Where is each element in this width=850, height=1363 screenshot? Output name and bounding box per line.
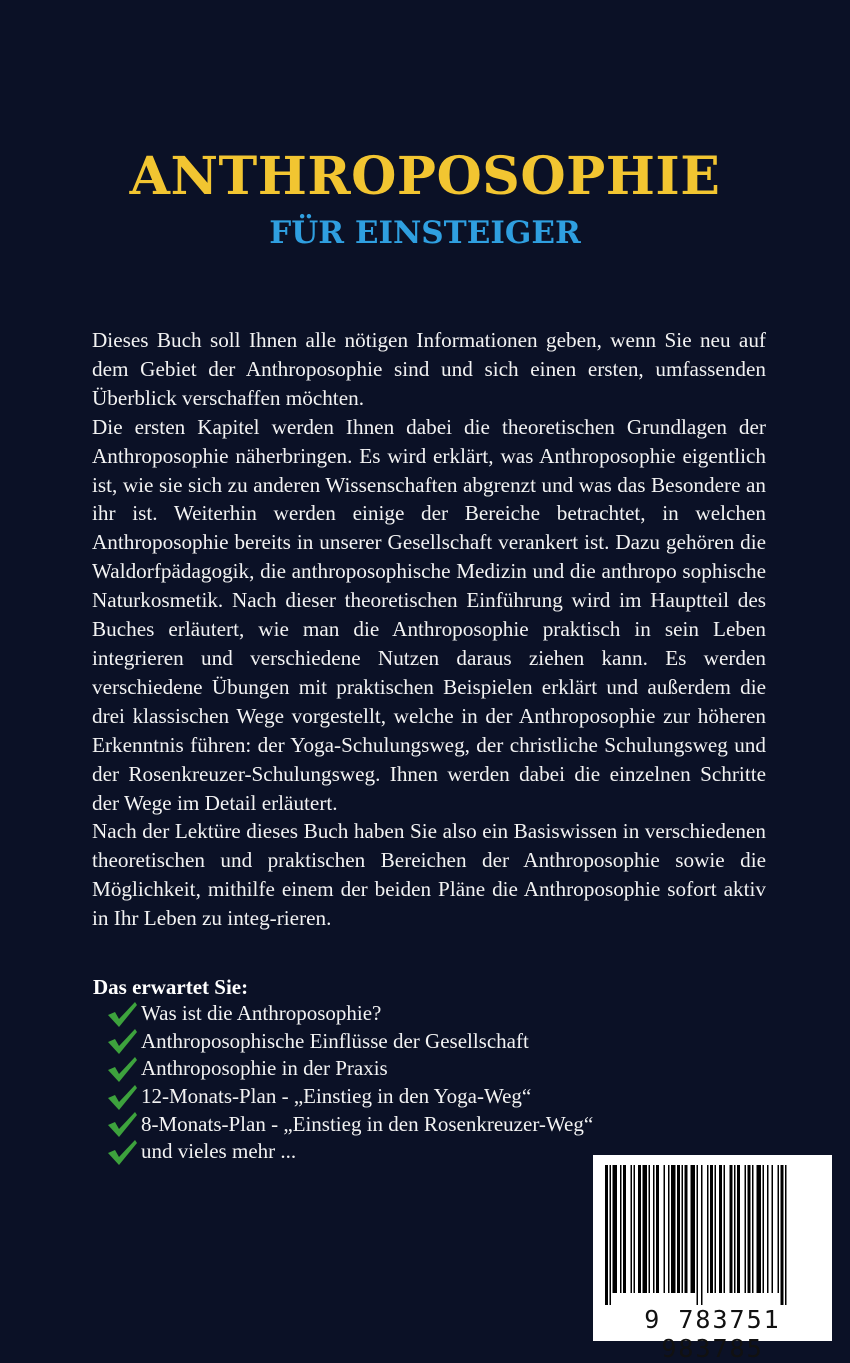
barcode-bar: [707, 1165, 709, 1293]
expectations-list: [106, 1000, 593, 1166]
check-icon: [106, 1055, 138, 1083]
list-item-label: und vieles mehr ...: [141, 1139, 297, 1164]
barcode-bar: [691, 1165, 696, 1293]
barcode-bar: [682, 1165, 684, 1293]
barcode-bar: [638, 1165, 641, 1293]
barcode-bar: [643, 1165, 648, 1293]
blurb-paragraph-3: Nach der Lektüre dieses Buch haben Sie also ein Basiswissen in verschiedenen theoretischen und praktischen Bereichen der Anthroposophie sowie die Möglichkeit, mithilfe einem der beiden Pläne die Anthroposophie sofort aktiv in Ihr Leben zu integ-rieren.: [92, 819, 766, 931]
barcode-bar: [737, 1165, 740, 1293]
barcode-bar: [620, 1165, 622, 1293]
barcode-bar: [767, 1165, 769, 1293]
barcode-bar: [745, 1165, 747, 1293]
list-item-label: Anthroposophie in der Praxis: [141, 1056, 388, 1081]
barcode-bar: [610, 1165, 612, 1305]
barcode-bar: [656, 1165, 659, 1293]
list-item: [106, 1055, 593, 1083]
barcode-bar: [752, 1165, 754, 1293]
barcode-bar: [653, 1165, 655, 1293]
barcode-bar: [671, 1165, 676, 1293]
barcode-bar: [748, 1165, 751, 1293]
barcode-bar: [763, 1165, 765, 1293]
barcode-bar: [778, 1165, 780, 1293]
barcode-bar: [613, 1165, 618, 1293]
barcode-bar: [623, 1165, 626, 1293]
check-icon: [106, 1110, 138, 1138]
list-item-label: 8-Monats-Plan - „Einstieg in den Rosenkreuzer-Weg“: [141, 1111, 594, 1136]
barcode-bar: [649, 1165, 651, 1293]
list-item-label: Anthroposophische Einflüsse der Gesellschaft: [141, 1028, 529, 1053]
list-item: [106, 1000, 593, 1028]
barcode-bar: [664, 1165, 666, 1293]
barcode-bar: [785, 1165, 787, 1305]
list-item-label: Was ist die Anthroposophie?: [141, 1001, 382, 1026]
blurb-paragraph-1: Dieses Buch soll Ihnen alle nötigen Informationen geben, wenn Sie neu auf dem Gebiet der Anthroposophie sind und sich einen ersten, umfassenden Überblick verschaffen möchten.: [92, 328, 766, 410]
barcode-bar: [631, 1165, 633, 1293]
barcode: [593, 1155, 832, 1363]
barcode-bar: [724, 1165, 726, 1293]
barcode-bar: [730, 1165, 733, 1293]
barcode-bar: [634, 1165, 636, 1293]
cover-title: ANTHROPOSOPHIE: [129, 146, 721, 207]
list-item: [106, 1028, 593, 1056]
isbn-number: 9 783751 983785: [644, 1305, 781, 1363]
barcode-bars: [605, 1165, 820, 1305]
barcode-bar: [605, 1165, 608, 1305]
check-icon: [106, 1138, 138, 1166]
barcode-bar: [697, 1165, 699, 1305]
list-item: [106, 1138, 593, 1166]
barcode-bar: [719, 1165, 722, 1293]
blurb-text: [92, 326, 766, 933]
check-icon: [106, 1083, 138, 1111]
list-item: [106, 1083, 593, 1111]
barcode-bar: [685, 1165, 688, 1293]
barcode-bar: [701, 1165, 703, 1305]
barcode-bar: [710, 1165, 713, 1293]
expectations-heading: Das erwartet Sie:: [93, 975, 249, 999]
barcode-bar: [734, 1165, 736, 1293]
check-icon: [106, 1027, 138, 1055]
barcode-bar: [668, 1165, 670, 1293]
barcode-bar: [757, 1165, 762, 1293]
list-item-label: 12-Monats-Plan - „Einstieg in den Yoga-Weg“: [141, 1084, 532, 1109]
barcode-bar: [772, 1165, 774, 1293]
barcode-bar: [715, 1165, 717, 1293]
check-icon: [106, 1000, 138, 1028]
barcode-bar: [781, 1165, 784, 1305]
blurb-paragraph-2: Die ersten Kapitel werden Ihnen dabei die theoretischen Grundlagen der Anthroposophie näherbringen. Es wird erklärt, was Anthroposophie eigentlich ist, wie sie sich zu anderen Wissenschaften abgrenzt und was das Besondere an ihr ist. Weiterhin werden einige der Bereiche betrachtet, in welchen Anthroposophie bereits in unserer Gesellschaft verankert ist. Dazu gehören die Waldorfpädagogik, die anthroposophische Medizin und die anthropo sophische Naturkosmetik. Nach dieser theoretischen Einführung wird im Hauptteil des Buches erläutert, wie man die Anthroposophie praktisch in sein Leben integrieren und verschiedene Nutzen daraus ziehen kann. Es werden verschiedene Übungen mit praktischen Beispielen erklärt und außerdem die drei klassischen Wege vorgestellt, welche in der Anthroposophie zur höheren Erkenntnis führen: der Yoga-Schulungsweg, der christliche Schulungsweg und der Rosenkreuzer-Schulungsweg. Ihnen werden dabei die einzelnen Schritte der Wege im Detail erläutert.: [92, 414, 766, 815]
list-item: [106, 1110, 593, 1138]
cover-subtitle: FÜR EINSTEIGER: [269, 215, 581, 251]
barcode-bar: [677, 1165, 680, 1293]
